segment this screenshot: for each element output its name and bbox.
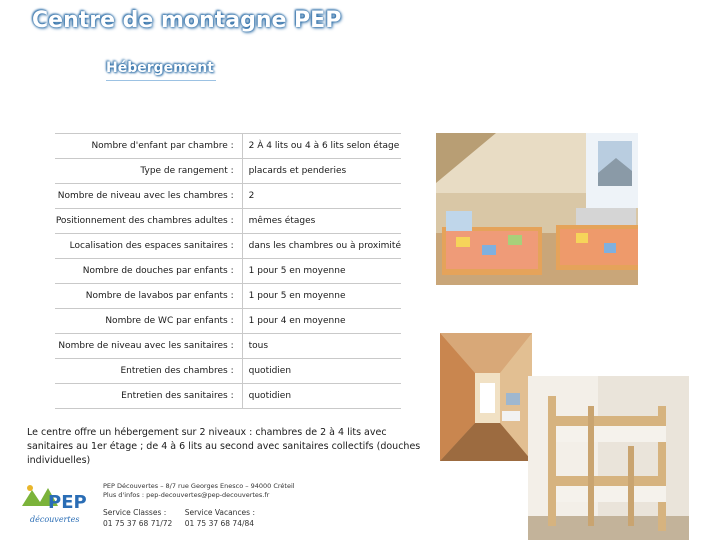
row-label: Nombre de lavabos par enfants : [55, 284, 242, 309]
row-label: Type de rangement : [55, 159, 242, 184]
table-row [55, 184, 401, 209]
table-row [55, 259, 401, 284]
row-value: placards et penderies [242, 159, 401, 184]
service-classes-label: Service Classes : [103, 508, 167, 517]
bedroom-photo [436, 133, 638, 285]
row-label: Entretien des chambres : [55, 359, 242, 384]
table-row [55, 134, 401, 159]
table-row [55, 209, 401, 234]
row-value: 2 [242, 184, 401, 209]
pep-decouvertes-logo [18, 480, 90, 526]
table-row [55, 234, 401, 259]
row-value: 1 pour 5 en moyenne [242, 259, 401, 284]
table-row [55, 359, 401, 384]
row-value: 2 À 4 lits ou 4 à 6 lits selon étage [242, 134, 401, 159]
accommodation-table [55, 133, 401, 409]
row-label: Nombre de douches par enfants : [55, 259, 242, 284]
service-classes [103, 507, 172, 529]
info-email-line[interactable]: Plus d'infos : pep-decouvertes@pep-decouvertes.fr [103, 491, 270, 499]
section-subtitle: Hébergement [106, 60, 214, 76]
contact-info [103, 482, 295, 500]
address-line: PEP Découvertes – 8/7 rue Georges Enesco – 94000 Créteil [103, 482, 295, 490]
service-vacances [185, 507, 255, 529]
bunkbed-photo [528, 376, 689, 540]
row-label: Positionnement des chambres adultes : [55, 209, 242, 234]
row-value: tous [242, 334, 401, 359]
logo-subtext: découvertes [30, 515, 80, 524]
logo-text: PEP [48, 492, 87, 513]
row-label: Nombre de WC par enfants : [55, 309, 242, 334]
service-vacances-label: Service Vacances : [184, 508, 255, 517]
row-label: Nombre d'enfant par chambre : [55, 134, 242, 159]
page-title: Centre de montagne PEP [32, 8, 342, 33]
row-value: quotidien [242, 359, 401, 384]
row-label: Localisation des espaces sanitaires : [55, 234, 242, 259]
corridor-photo [440, 333, 532, 461]
subtitle-divider [106, 80, 216, 81]
accommodation-description: Le centre offre un hébergement sur 2 niveaux : chambres de 2 à 4 lits avec sanitaires au 1er étage ; de 4 à 6 lits au second avec sanitaires collectifs (douches individuelles) [27, 427, 421, 466]
row-label: Nombre de niveau avec les sanitaires : [55, 334, 242, 359]
row-value: 1 pour 4 en moyenne [242, 309, 401, 334]
row-value: dans les chambres ou à proximité [242, 234, 401, 259]
table-row [55, 384, 401, 409]
row-value: quotidien [242, 384, 401, 409]
row-value: 1 pour 5 en moyenne [242, 284, 401, 309]
table-row [55, 159, 401, 184]
services-contacts [103, 507, 265, 529]
service-classes-phone: 01 75 37 68 71/72 [103, 519, 173, 528]
table-row [55, 284, 401, 309]
table-row [55, 309, 401, 334]
row-value: mêmes étages [242, 209, 401, 234]
row-label: Nombre de niveau avec les chambres : [55, 184, 242, 209]
table-row [55, 334, 401, 359]
service-vacances-phone: 01 75 37 68 74/84 [184, 519, 255, 528]
row-label: Entretien des sanitaires : [55, 384, 242, 409]
